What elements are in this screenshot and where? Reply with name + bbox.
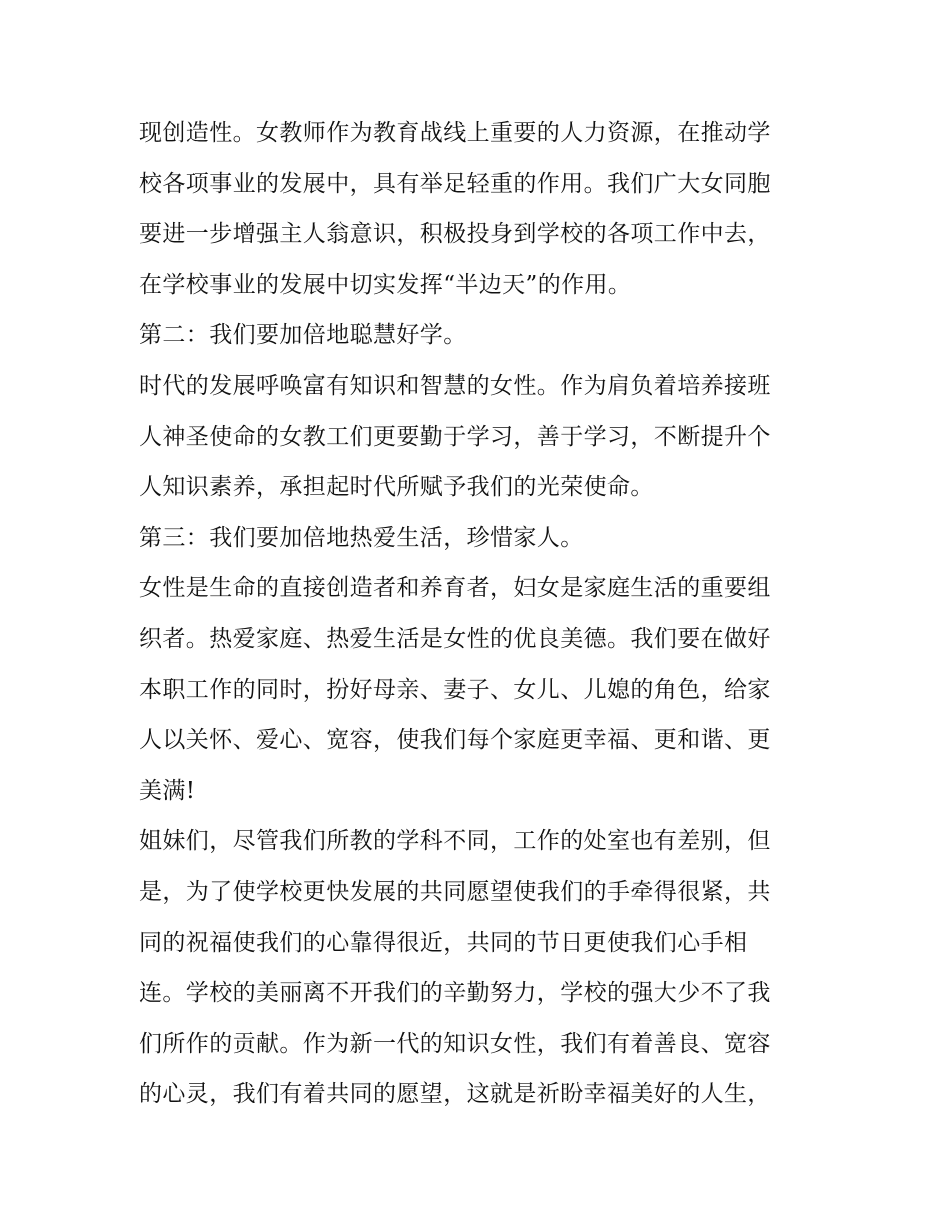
text-line: 的心灵，我们有着共同的愿望，这就是祈盼幸福美好的人生， bbox=[139, 1081, 771, 1108]
text-line: 本职工作的同时，扮好母亲、妻子、女儿、儿媳的角色，给家 bbox=[139, 676, 771, 703]
text-line: 美满! bbox=[139, 777, 196, 804]
text-line: 人神圣使命的女教工们更要勤于学习，善于学习，不断提升个 bbox=[139, 423, 771, 450]
text-line: 人以关怀、爱心、宽容，使我们每个家庭更幸福、更和谐、更 bbox=[139, 727, 771, 754]
section-heading-3: 第三：我们要加倍地热爱生活，珍惜家人。 bbox=[139, 524, 584, 551]
text-line: 时代的发展呼唤富有知识和智慧的女性。作为肩负着培养接班 bbox=[139, 372, 771, 399]
text-line: 现创造性。女教师作为教育战线上重要的人力资源，在推动学 bbox=[139, 120, 771, 146]
text-line: 织者。热爱家庭、热爱生活是女性的优良美德。我们要在做好 bbox=[139, 625, 771, 652]
section-heading-2: 第二：我们要加倍地聪慧好学。 bbox=[139, 322, 467, 349]
text-line: 同的祝福使我们的心靠得很近，共同的节日更使我们心手相 bbox=[139, 929, 748, 956]
text-line: 连。学校的美丽离不开我们的辛勤努力，学校的强大少不了我 bbox=[139, 980, 771, 1007]
text-line: 人知识素养，承担起时代所赋予我们的光荣使命。 bbox=[139, 474, 654, 501]
text-line: 是，为了使学校更快发展的共同愿望使我们的手牵得很紧，共 bbox=[139, 878, 771, 905]
text-line: 女性是生命的直接创造者和养育者，妇女是家庭生活的重要组 bbox=[139, 575, 771, 602]
text-line: 在学校事业的发展中切实发挥“半边天”的作用。 bbox=[139, 271, 632, 298]
text-line: 要进一步增强主人翁意识，积极投身到学校的各项工作中去， bbox=[139, 221, 771, 248]
body-text bbox=[139, 108, 819, 1120]
text-line: 校各项事业的发展中，具有举足轻重的作用。我们广大女同胞 bbox=[139, 170, 771, 197]
text-line: 们所作的贡献。作为新一代的知识女性，我们有着善良、宽容 bbox=[139, 1030, 771, 1057]
text-line: 姐妹们，尽管我们所教的学科不同，工作的处室也有差别，但 bbox=[139, 828, 771, 855]
